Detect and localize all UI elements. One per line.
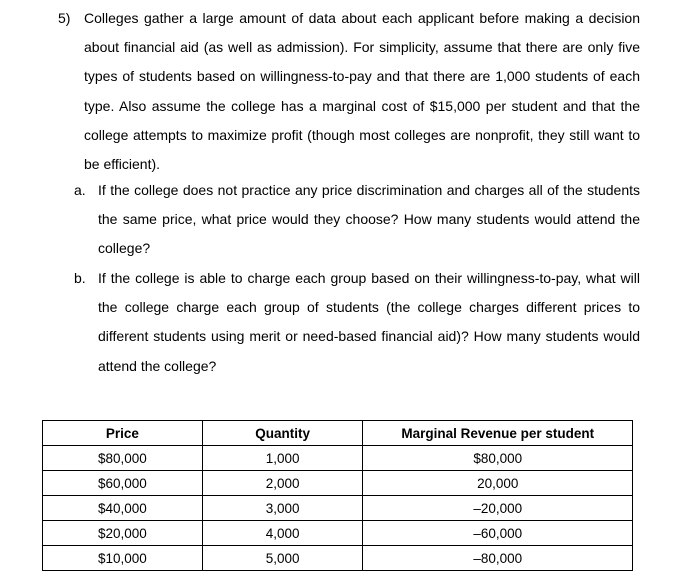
marginal-revenue-cell: $80,000 — [363, 446, 633, 471]
marginal-revenue-cell: –60,000 — [363, 521, 633, 546]
price-cell: $10,000 — [43, 546, 203, 571]
header-quantity: Quantity — [202, 421, 363, 446]
table-row — [43, 446, 633, 471]
part-b-text: If the college is able to charge each group based on their willingness-to-pay, what will the college charge each group of students (the college charges different prices to different students using merit or need-based financial aid)? How many students would attend the college? — [98, 270, 640, 374]
price-cell: $20,000 — [43, 521, 203, 546]
price-cell: $80,000 — [43, 446, 203, 471]
table-header-row — [43, 421, 633, 446]
part-a-label: a. — [74, 182, 86, 198]
question-number: 5) — [58, 10, 71, 26]
table-row — [43, 546, 633, 571]
quantity-cell: 2,000 — [202, 471, 363, 496]
quantity-cell: 3,000 — [202, 496, 363, 521]
marginal-revenue-cell: 20,000 — [363, 471, 633, 496]
marginal-revenue-cell: –80,000 — [363, 546, 633, 571]
part-a-text: If the college does not practice any price discrimination and charges all of the students the same price, what price would they choose? How many students would attend the college? — [98, 182, 640, 257]
demand-table — [42, 420, 633, 571]
quantity-cell: 5,000 — [202, 546, 363, 571]
header-price: Price — [43, 421, 203, 446]
table-row — [43, 521, 633, 546]
part-b-label: b. — [74, 270, 86, 286]
table-row — [43, 471, 633, 496]
header-marginal-revenue: Marginal Revenue per student — [363, 421, 633, 446]
price-cell: $40,000 — [43, 496, 203, 521]
question-text: Colleges gather a large amount of data about each applicant before making a decision about financial aid (as well as admission). For simplicity, assume that there are only five types of students based on willingness-to-pay and that there are 1,000 students of each type. Also assume the college has a marginal cost of $15,000 per student and that the college attempts to maximize profit (though most colleges are nonprofit, they still want to be efficient). — [84, 10, 640, 173]
quantity-cell: 4,000 — [202, 521, 363, 546]
quantity-cell: 1,000 — [202, 446, 363, 471]
price-cell: $60,000 — [43, 471, 203, 496]
table-row — [43, 496, 633, 521]
marginal-revenue-cell: –20,000 — [363, 496, 633, 521]
